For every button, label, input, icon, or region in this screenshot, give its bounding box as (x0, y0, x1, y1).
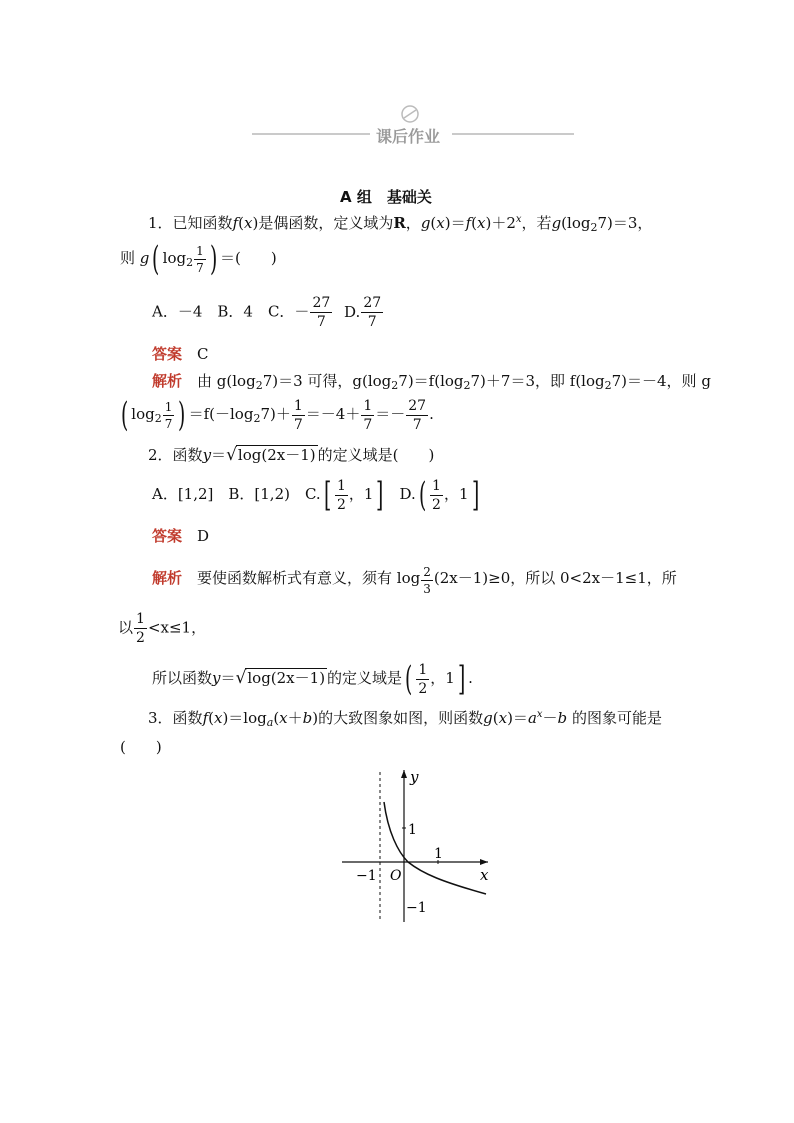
q2-stem: 2．函数y＝√log(2x－1) 的定义域是( ) (148, 445, 435, 465)
q2-conclusion: 所以函数y＝√log(2x－1) 的定义域是( $\frac{1}{2}$ ，1] . (152, 659, 473, 699)
q1-analysis-line1: 解析 由 $g(\log_27)=3$ 可得，$g(\log_27)=f(\log_27)+7=3$，即 $f(\log_27)=-4$，则 g (152, 372, 711, 392)
q1-line1: 1．已知函数f(x)是偶函数，定义域为R，$g(x)=f(x)+2^x$，若$g(\log_27)=3$， (148, 214, 653, 234)
q3-stem: 3．函数$f(x)=\log_a(x+b)$的大致图象如图，则函数$g(x)=a^x-b$ 的图象可能是 (148, 709, 662, 729)
q1-answer: 答案 C (152, 345, 209, 363)
section-title: A 组 基础关 (340, 188, 432, 206)
y-label: y (410, 768, 419, 786)
q3-graph (328, 762, 498, 932)
header-title: 课后作业 (376, 127, 441, 146)
tick-x-pos: 1 (434, 846, 443, 862)
q1-analysis-line2: ( $\log_2$ $\frac{1}{7}$ ) $=f(-\log_27)+$ $\frac{1}{7}$ ＝－4＋ $\frac{1}{7}$ ＝－ $\frac{27}{7}$ . (120, 395, 434, 435)
tick-y-neg: −1 (406, 900, 427, 916)
q2-answer: 答案 D (152, 527, 210, 545)
q1-line2: 则 g( $\log_2$ $\frac{1}{7}$ ) ＝( ) (120, 239, 277, 279)
origin-label: O (390, 868, 402, 884)
q2-options: A．[1,2] B．[1,2) C.[ $\frac{1}{2}$ ，1] D.( $\frac{1}{2}$ ，1] (152, 475, 479, 515)
q2-analysis-line1: 解析 要使函数解析式有意义，须有 log $\frac{2}{3}$ (2x－1)≥0，所以 0<2x－1≤1，所 (152, 565, 677, 596)
q1-options: A．－4 B．4 C．－ $\frac{27}{7}$ D. $\frac{27}{7}$ (152, 295, 382, 330)
q3-paren: ( ) (120, 738, 162, 756)
tick-y-pos: 1 (408, 822, 417, 838)
q2-analysis-line2: 以 $\frac{1}{2}$ <x≤1， (118, 611, 207, 646)
x-label: x (480, 866, 489, 884)
x-axis-arrow (480, 859, 488, 865)
tick-x-neg: −1 (356, 868, 377, 884)
header-banner (252, 100, 574, 154)
y-axis-arrow (401, 770, 407, 778)
